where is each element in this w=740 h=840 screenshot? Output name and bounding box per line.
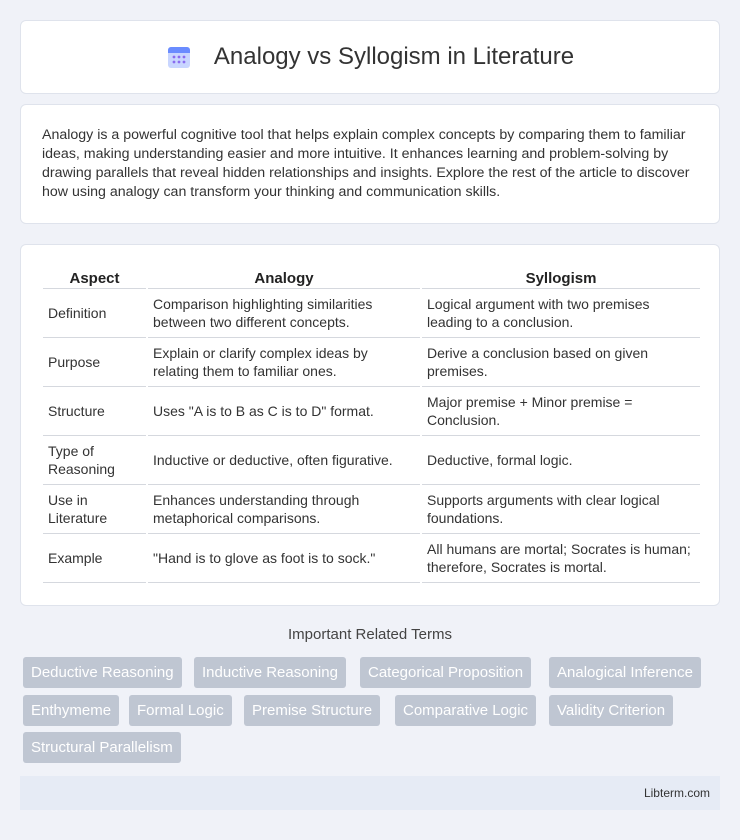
title-card <box>20 20 720 94</box>
table-row <box>43 338 700 387</box>
syllogism-cell: Major premise + Minor premise = Conclusion. <box>422 387 700 436</box>
tag-analogical-inference[interactable]: Analogical Inference <box>549 657 701 688</box>
aspect-cell: Use in Literature <box>43 485 146 534</box>
comparison-card <box>20 244 720 606</box>
table-row <box>43 289 700 338</box>
tag-comparative-logic[interactable]: Comparative Logic <box>395 695 536 726</box>
analogy-cell: Comparison highlighting similarities between two different concepts. <box>148 289 420 338</box>
footer-site-link[interactable]: Libterm.com <box>643 786 710 800</box>
table-header-row <box>43 265 700 289</box>
analogy-cell: "Hand is to glove as foot is to sock." <box>148 534 420 583</box>
page-title: Analogy vs Syllogism in Literature <box>213 43 575 70</box>
syllogism-cell: Supports arguments with clear logical foundations. <box>422 485 700 534</box>
tag-enthymeme[interactable]: Enthymeme <box>23 695 119 726</box>
aspect-cell: Example <box>43 534 146 583</box>
footer <box>20 776 720 810</box>
analogy-cell: Enhances understanding through metaphorical comparisons. <box>148 485 420 534</box>
tag-categorical-proposition[interactable]: Categorical Proposition <box>360 657 531 688</box>
analogy-cell: Inductive or deductive, often figurative. <box>148 436 420 485</box>
tag-validity-criterion[interactable]: Validity Criterion <box>549 695 673 726</box>
intro-paragraph: Analogy is a powerful cognitive tool that helps explain complex concepts by comparing them to familiar ideas, making understanding easier and more intuitive. It enhances learning and problem-solving by drawing parallels that reveal hidden relationships and insights. Explore the rest of the article to discover how using analogy can transform your thinking and communication skills. <box>42 127 690 200</box>
calendar-icon <box>166 44 192 70</box>
comparison-table <box>41 265 702 583</box>
analogy-cell: Uses "A is to B as C is to D" format. <box>148 387 420 436</box>
header-aspect: Aspect <box>43 265 146 289</box>
header-syllogism: Syllogism <box>422 265 700 289</box>
tag-formal-logic[interactable]: Formal Logic <box>129 695 232 726</box>
aspect-cell: Type of Reasoning <box>43 436 146 485</box>
syllogism-cell: Logical argument with two premises leading to a conclusion. <box>422 289 700 338</box>
analogy-cell: Explain or clarify complex ideas by relating them to familiar ones. <box>148 338 420 387</box>
tag-inductive-reasoning[interactable]: Inductive Reasoning <box>194 657 346 688</box>
table-row <box>43 534 700 583</box>
table-row <box>43 485 700 534</box>
intro-card <box>20 104 720 224</box>
header-analogy: Analogy <box>148 265 420 289</box>
syllogism-cell: All humans are mortal; Socrates is human; therefore, Socrates is mortal. <box>422 534 700 583</box>
aspect-cell: Purpose <box>43 338 146 387</box>
aspect-cell: Structure <box>43 387 146 436</box>
tag-structural-parallelism[interactable]: Structural Parallelism <box>23 732 181 763</box>
syllogism-cell: Deductive, formal logic. <box>422 436 700 485</box>
aspect-cell: Definition <box>43 289 146 338</box>
table-row <box>43 436 700 485</box>
related-terms-title: Important Related Terms <box>288 626 452 643</box>
tag-premise-structure[interactable]: Premise Structure <box>244 695 380 726</box>
table-row <box>43 387 700 436</box>
tag-deductive-reasoning[interactable]: Deductive Reasoning <box>23 657 182 688</box>
syllogism-cell: Derive a conclusion based on given premises. <box>422 338 700 387</box>
